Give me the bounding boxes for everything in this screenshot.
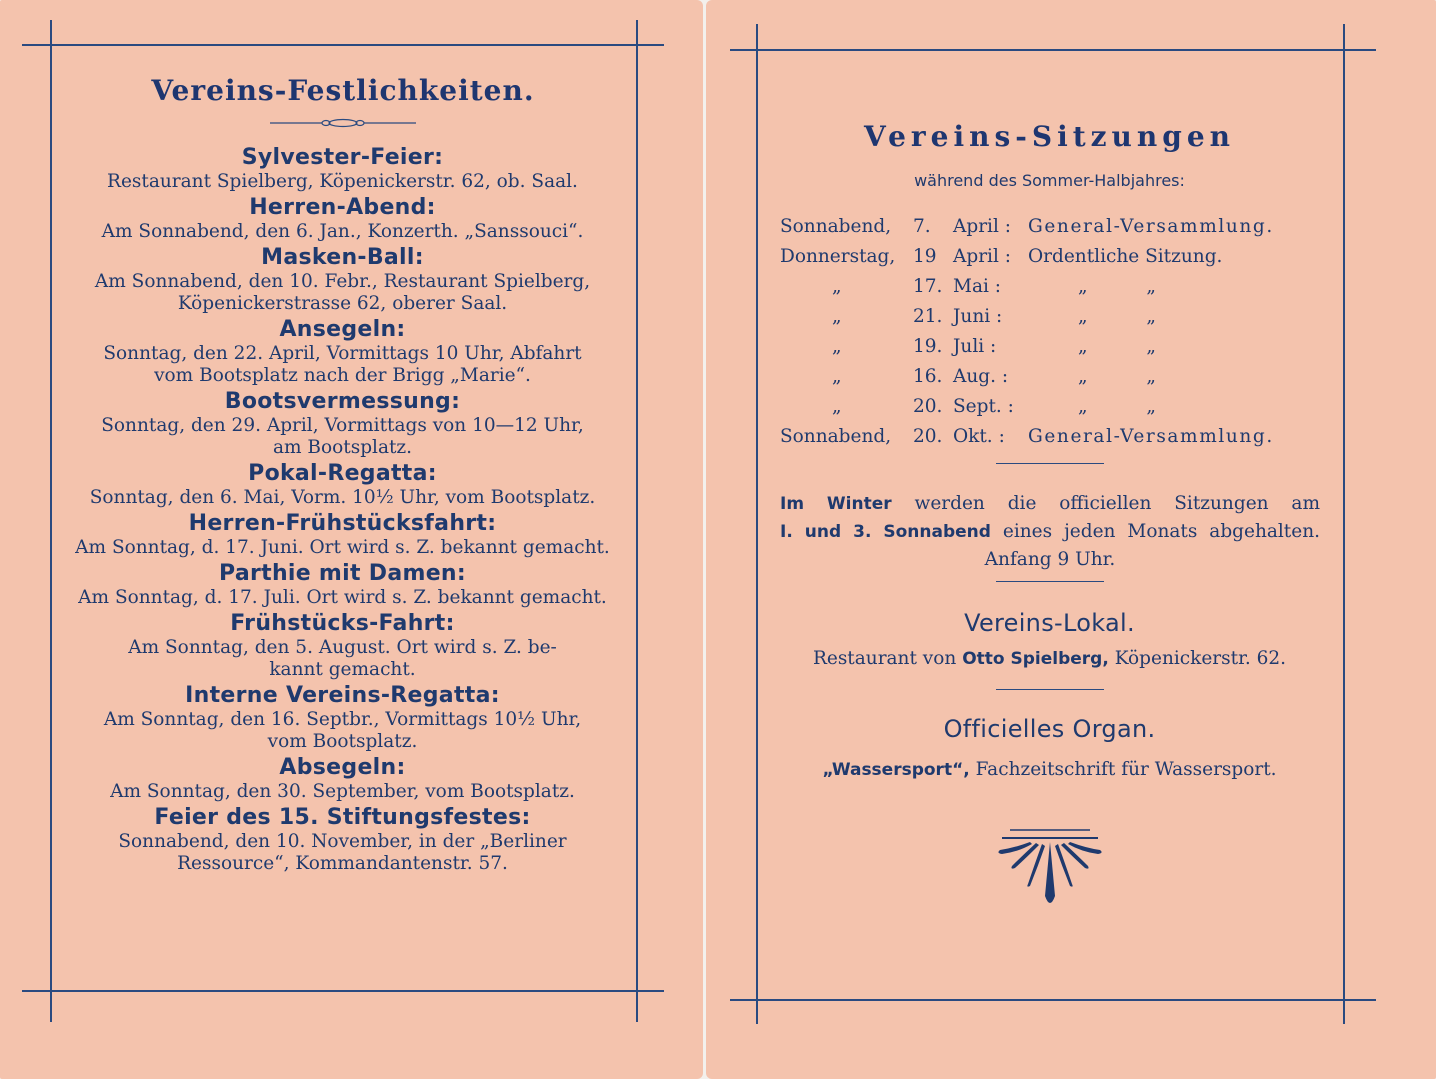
meeting-day: Sonnabend, xyxy=(780,426,892,447)
divider xyxy=(996,581,1104,582)
event-title: Absegeln: xyxy=(279,755,406,780)
event-title: Ansegeln: xyxy=(279,317,406,342)
meeting-desc: „ „ xyxy=(1078,306,1156,327)
event-detail-line: Sonnabend, den 10. November, in der „Berliner xyxy=(118,831,567,852)
right-border xyxy=(636,20,638,1022)
right-page-title: Vereins-Sitzungen xyxy=(863,120,1236,153)
event-item xyxy=(70,145,615,193)
events-list xyxy=(70,143,615,875)
meeting-desc: „ „ xyxy=(1078,276,1156,297)
event-title: Interne Vereins-Regatta: xyxy=(185,683,500,708)
event-detail-line: Sonntag, den 29. April, Vormittags von 10—12 Uhr, xyxy=(101,415,584,436)
event-title: Bootsvermessung: xyxy=(224,389,461,414)
event-detail-line: Sonntag, den 22. April, Vormittags 10 Uhr, Abfahrt xyxy=(103,343,582,364)
lokal-name: Otto Spielberg, xyxy=(962,649,1109,669)
event-detail-line: Am Sonnabend, den 10. Febr., Restaurant Spielberg, xyxy=(94,271,591,292)
event-item xyxy=(70,461,615,509)
divider xyxy=(996,463,1104,464)
event-detail-line: Am Sonnabend, den 6. Jan., Konzerth. „Sanssouci“. xyxy=(101,221,584,242)
event-detail-line: Am Sonntag, d. 17. Juli. Ort wird s. Z. bekannt gemacht. xyxy=(78,587,607,608)
top-rule xyxy=(730,49,1376,51)
event-item xyxy=(70,245,615,315)
meeting-month: Sept. : xyxy=(953,396,1014,417)
meeting-month: April : xyxy=(953,216,1011,237)
meeting-desc: General-Versammlung. xyxy=(1028,426,1274,447)
organ-heading: Officielles Organ. xyxy=(943,715,1156,743)
meeting-day: „ xyxy=(832,396,842,417)
event-title: Herren-Abend: xyxy=(249,195,436,220)
fan-ornament-icon xyxy=(990,826,1110,910)
organ-text xyxy=(756,759,1343,780)
left-page-title: Vereins-Festlichkeiten. xyxy=(151,74,535,107)
event-title: Sylvester-Feier: xyxy=(241,145,444,170)
lokal-text xyxy=(756,648,1343,669)
meeting-desc: „ „ xyxy=(1078,366,1156,387)
event-item xyxy=(70,511,615,559)
bottom-rule xyxy=(730,999,1376,1001)
event-detail-line: Sonntag, den 6. Mai, Vorm. 10½ Uhr, vom Bootsplatz. xyxy=(89,487,596,508)
lokal-suffix: Köpenickerstr. 62. xyxy=(1114,648,1287,669)
winter-note xyxy=(780,490,1320,574)
meeting-row xyxy=(780,422,1325,452)
event-item xyxy=(70,389,615,459)
meeting-desc: „ „ xyxy=(1078,336,1156,357)
meeting-day: Sonnabend, xyxy=(780,216,892,237)
event-item xyxy=(70,683,615,753)
meeting-row xyxy=(780,362,1325,392)
event-detail-line: Am Sonntag, den 16. Septbr., Vormittags 10½ Uhr, xyxy=(103,709,582,730)
meeting-day: „ xyxy=(832,276,842,297)
event-item xyxy=(70,805,615,875)
event-item xyxy=(70,317,615,387)
meeting-row xyxy=(780,272,1325,302)
event-detail-line: Am Sonntag, den 30. September, vom Bootsplatz. xyxy=(110,781,575,802)
title-ornament xyxy=(270,116,416,130)
meeting-num: 19 xyxy=(913,246,937,267)
meeting-desc: „ „ xyxy=(1078,396,1156,417)
left-border xyxy=(50,20,52,1022)
event-detail-line: am Bootsplatz. xyxy=(272,437,413,458)
winter-bold: Im Winter xyxy=(780,494,892,514)
meeting-num: 21. xyxy=(913,306,943,327)
meeting-day: „ xyxy=(832,336,842,357)
winter-days: I. und 3. Sonnabend xyxy=(780,522,991,542)
right-page-subtitle: während des Sommer-Halbjahres: xyxy=(914,171,1185,190)
event-item xyxy=(70,755,615,803)
event-title: Frühstücks-Fahrt: xyxy=(230,611,455,636)
bottom-rule xyxy=(22,990,664,992)
meeting-num: 16. xyxy=(913,366,943,387)
divider xyxy=(996,689,1104,690)
meeting-month: Juni : xyxy=(953,306,1003,327)
meeting-num: 20. xyxy=(913,426,943,447)
winter-text-2: eines jeden Monats abgehalten. xyxy=(1002,521,1320,542)
event-item xyxy=(70,195,615,243)
right-border xyxy=(1343,24,1345,1024)
meeting-day: Donnerstag, xyxy=(780,246,896,267)
event-detail-line: Am Sonntag, d. 17. Juni. Ort wird s. Z. bekannt gemacht. xyxy=(75,537,610,558)
left-page xyxy=(0,0,703,1079)
event-detail-line: vom Bootsplatz. xyxy=(267,731,418,752)
event-title: Pokal-Regatta: xyxy=(248,461,437,486)
event-title: Herren-Frühstücksfahrt: xyxy=(188,511,497,536)
meeting-row xyxy=(780,212,1325,242)
event-detail-line: Ressource“, Kommandantenstr. 57. xyxy=(177,853,508,874)
meeting-month: Juli : xyxy=(953,336,997,357)
winter-start: Anfang 9 Uhr. xyxy=(984,549,1116,570)
meeting-desc: General-Versammlung. xyxy=(1028,216,1274,237)
event-title: Masken-Ball: xyxy=(261,245,424,270)
event-detail-line: Köpenickerstrasse 62, oberer Saal. xyxy=(177,293,508,314)
meeting-row xyxy=(780,332,1325,362)
meeting-month: Okt. : xyxy=(953,426,1005,447)
event-detail-line: Am Sonntag, den 5. August. Ort wird s. Z. be- xyxy=(128,637,557,658)
meeting-row xyxy=(780,302,1325,332)
meeting-desc: Ordentliche Sitzung. xyxy=(1028,246,1223,267)
meeting-day: „ xyxy=(832,306,842,327)
event-detail-line: kannt gemacht. xyxy=(269,659,416,680)
meeting-num: 7. xyxy=(913,216,931,237)
winter-text-1: werden die officiellen Sitzungen am xyxy=(914,493,1320,514)
meeting-num: 19. xyxy=(913,336,943,357)
event-title: Feier des 15. Stiftungsfestes: xyxy=(154,805,531,830)
event-detail-line: vom Bootsplatz nach der Brigg „Marie“. xyxy=(154,365,531,386)
meeting-row xyxy=(780,242,1325,272)
meeting-month: Aug. : xyxy=(953,366,1009,387)
lokal-heading: Vereins-Lokal. xyxy=(964,609,1135,637)
organ-name: „Wassersport“, xyxy=(822,760,970,780)
meeting-month: April : xyxy=(953,246,1011,267)
meeting-day: „ xyxy=(832,366,842,387)
meeting-row xyxy=(780,392,1325,422)
event-item xyxy=(70,611,615,681)
event-item xyxy=(70,561,615,609)
meeting-num: 20. xyxy=(913,396,943,417)
event-detail-line: Restaurant Spielberg, Köpenickerstr. 62, ob. Saal. xyxy=(107,171,578,192)
meeting-num: 17. xyxy=(913,276,943,297)
meeting-month: Mai : xyxy=(953,276,1002,297)
event-title: Parthie mit Damen: xyxy=(219,561,466,586)
lokal-prefix: Restaurant von xyxy=(812,648,957,669)
top-rule xyxy=(22,44,664,46)
organ-suffix: Fachzeitschrift für Wassersport. xyxy=(975,759,1277,780)
